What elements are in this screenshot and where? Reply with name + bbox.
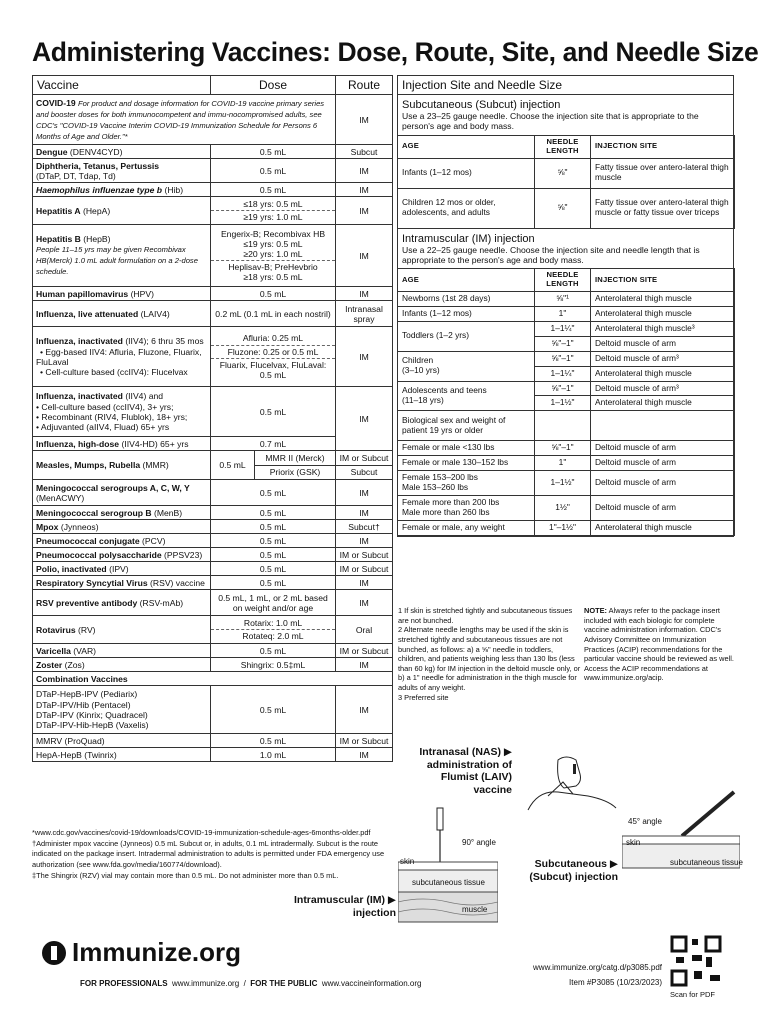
im-table: AGE NEEDLE LENGTH INJECTION SITE Newborns (1st 28 days) ⅝"¹ Anterolateral thigh muscle Infants (1–12 mos) 1" Anterolateral thigh muscle Toddlers (1–2 yrs) 1–1¼" Anterolateral thigh muscle³ ⅝"–1" Deltoid muscle of arm Children (3–10 yrs) ⅝"–1" Deltoid muscle of arm³ 1–1¼" Anterolateral thigh muscle Adolescents and teens (11–18 yrs) ⅝"–1" Deltoid muscle of arm³ 1–1½" Anterolateral thigh muscle Biological sex and weight of patient 19 yrs or older Female or male <130 lbs ⅝"–1" Deltoid muscle of arm Female or male 130–152 lbs 1" Deltoid muscle of arm Female 153–200 lbs Male 153–260 lbs 1–1½" Deltoid muscle of arm Female more than 200 lbs Male more than 260 lbs 1½" Deltoid muscle of arm Female or male, any weight 1"–1½" Anterolateral thigh muscle (397, 268, 735, 536)
table-row: Influenza, high-dose (IIV4-HD) 65+ yrs 0.7 mL (33, 437, 393, 451)
im-section: Intramuscular (IM) injection Use a 22–25 gauge needle. Choose the injection site and needle length that is appropriate to the person's age and body mass. (402, 232, 700, 265)
angle-45-label: 45° angle (628, 817, 662, 826)
table-row: Combination Vaccines (33, 672, 393, 686)
item-number: Item #P3085 (10/23/2023) (569, 978, 662, 987)
table-row: Hepatitis B (HepB) People 11–15 yrs may be given Recombivax HB(Merck) 1.0 mL adult formulation on a 2-dose schedule. Engerix-B; Recombivax HB ≤19 yrs: 0.5 mL ≥20 yrs: 1.0 mL Heplisav-B; PreHevbrio ≥18 yrs: 0.5 mL IM (33, 225, 393, 287)
logo-icon (40, 939, 68, 967)
table-row: Pneumococcal polysaccharide (PPSV23) 0.5 mL IM or Subcut (33, 548, 393, 562)
muscle-label: muscle (462, 905, 488, 914)
skin-label-2: skin (626, 838, 641, 847)
table-row: Haemophilus influenzae type b (Hib) 0.5 mL IM (33, 183, 393, 197)
table-row: Influenza, inactivated (IIV4) and • Cell-culture based (ccIIV4), 3+ yrs; • Recombinant (RIV4, Flublok), 18+ yrs; • Adjuvanted (aIIV4, Fluad) 65+ yrs 0.5 mL IM (33, 387, 393, 437)
note-box: NOTE: Always refer to the package insert included with each biologic for complete vaccine administration information. CDC's Advisory Committee on Immunization Practices (ACIP) recommendations for the particular vaccine should be reviewed as well. Access the ACIP recommendations at www.immunize.org/acip. (584, 606, 734, 683)
injection-site-panel (397, 75, 734, 537)
col-dose: Dose (211, 76, 336, 95)
table-row: Rotavirus (RV) Rotarix: 1.0 mL Rotateq: 2.0 mL Oral (33, 616, 393, 644)
subcut-section: Subcutaneous (Subcut) injection Use a 23–25 gauge needle. Choose the injection site that is appropriate to the person's age and body mass. (402, 99, 699, 132)
col-vaccine: Vaccine (33, 76, 211, 95)
table-row: Human papillomavirus (HPV) 0.5 mL IM (33, 287, 393, 301)
scan-label: Scan for PDF (670, 990, 716, 999)
table-row: Influenza, inactivated (IIV4); 6 thru 35 mos • Egg-based IIV4: Afluria, Fluzone, Fluarix, FluLaval • Cell-culture based (ccIIV4): Flucelvax Afluria: 0.25 mL Fluzone: 0.25 or 0.5 mL Fluarix, Flucelvax, FluLaval: 0.5 mL IM (33, 327, 393, 387)
pdf-link[interactable]: www.immunize.org/catg.d/p3085.pdf (533, 963, 662, 972)
table-row: Diphtheria, Tetanus, Pertussis (DTaP, DT, Tdap, Td) 0.5 mL IM (33, 159, 393, 183)
qr-code-icon[interactable] (670, 935, 722, 987)
table-row: Varicella (VAR) 0.5 mL IM or Subcut (33, 644, 393, 658)
table-row: Hepatitis A (HepA) ≤18 yrs: 0.5 mL ≥19 yrs: 1.0 mL IM (33, 197, 393, 225)
table-row: Measles, Mumps, Rubella (MMR) 0.5 mL MMR II (Merck) Priorix (GSK) IM or Subcut Subcut (33, 451, 393, 480)
bottom-footnotes: *www.cdc.gov/vaccines/covid-19/downloads/COVID-19-immunization-schedule-ages-6months-older.pdf †Administer mpox vaccine (Jynneos) 0.5 mL Subcut or, in adults, 0.1 mL intradermally. Subcut is the route indicated on the package insert. Intradermal administration to adults is permitted under FDA emergency use authorization (see www.fda.gov/media/160774/download). ‡The Shingrix (RZV) vial may contain more than 0.5 mL. Do not administer more than 0.5 mL. (32, 828, 385, 880)
table-row: RSV preventive antibody (RSV-mAb) 0.5 mL, 1 mL, or 2 mL based on weight and/or age IM (33, 590, 393, 616)
subcut-label: Subcutaneous ▶ (Subcut) injection (529, 858, 618, 883)
table-row: Meningococcal serogroup B (MenB) 0.5 mL IM (33, 506, 393, 520)
subtissue-label: subcutaneous tissue (412, 878, 485, 887)
footer-links: FOR PROFESSIONALS www.immunize.org / FOR THE PUBLIC www.vaccineinformation.org (80, 979, 422, 988)
panel-header: Injection Site and Needle Size (398, 76, 733, 95)
table-row: Zoster (Zos) Shingrix: 0.5‡mL IM (33, 658, 393, 672)
public-link[interactable]: www.vaccineinformation.org (321, 979, 422, 988)
nasal-illustration (518, 752, 620, 814)
table-row: COVID-19 For product and dosage information for COVID-19 vaccine primary series and booster doses for both immunocompetent and immu-nocompromised adults, see CDC's "COVID-19 Vaccine Interim COVID-19 Immunization Schedule for Persons 6 Months of Age and Older."* IM (33, 95, 393, 145)
angle-90-label: 90° angle (462, 838, 496, 847)
vaccine-table (32, 75, 393, 762)
table-row: Influenza, live attenuated (LAIV4) 0.2 mL (0.1 mL in each nostril) Intranasal spray (33, 301, 393, 327)
table-row: Dengue (DENV4CYD) 0.5 mL Subcut (33, 145, 393, 159)
col-route: Route (336, 76, 393, 95)
table-row: Pneumococcal conjugate (PCV) 0.5 mL IM (33, 534, 393, 548)
footnotes: 1 If skin is stretched tightly and subcutaneous tissues are not bunched. 2 Alternate needle lengths may be used if the skin is stretched tightly and subcutaneous tissues are not bunched, as follows: a) a ⅝" needle in toddlers, children, and patients weighing less than 130 lbs (less than 60 kg) for IM injection in the deltoid muscle only, or b) a 1" needle for administration in the thigh muscle for adults of any weight. 3 Preferred site (398, 606, 581, 702)
nasal-label: Intranasal (NAS) ▶ administration of Flumist (LAIV) vaccine (419, 746, 512, 796)
subtissue-label-2: subcutaneous tissue (670, 858, 743, 867)
table-row: Mpox (Jynneos) 0.5 mL Subcut† (33, 520, 393, 534)
table-row: DTaP-HepB-IPV (Pediarix) DTaP-IPV/Hib (Pentacel) DTaP-IPV (Kinrix; Quadracel) DTaP-IPV-Hib-HepB (Vaxelis) 0.5 mL IM (33, 686, 393, 734)
im-label: Intramuscular (IM) ▶ injection (293, 894, 396, 919)
subcut-table: AGE NEEDLE LENGTH INJECTION SITE Infants (1–12 mos) ⅝" Fatty tissue over antero-lateral thigh muscle Children 12 mos or older, adolescents, and adults ⅝" Fatty tissue over antero-lateral thigh muscle or fatty tissue over triceps (397, 135, 735, 229)
table-row: MMRV (ProQuad) 0.5 mL IM or Subcut (33, 734, 393, 748)
table-row: Meningococcal serogroups A, C, W, Y (MenACWY) 0.5 mL IM (33, 480, 393, 506)
immunize-logo: Immunize.org (40, 937, 241, 968)
page-title: Administering Vaccines: Dose, Route, Site, and Needle Size (32, 37, 759, 67)
table-row: Respiratory Syncytial Virus (RSV) vaccine 0.5 mL IM (33, 576, 393, 590)
skin-label: skin (400, 857, 415, 866)
prof-link[interactable]: www.immunize.org (172, 979, 240, 988)
table-row: HepA-HepB (Twinrix) 1.0 mL IM (33, 748, 393, 762)
table-row: Polio, inactivated (IPV) 0.5 mL IM or Subcut (33, 562, 393, 576)
